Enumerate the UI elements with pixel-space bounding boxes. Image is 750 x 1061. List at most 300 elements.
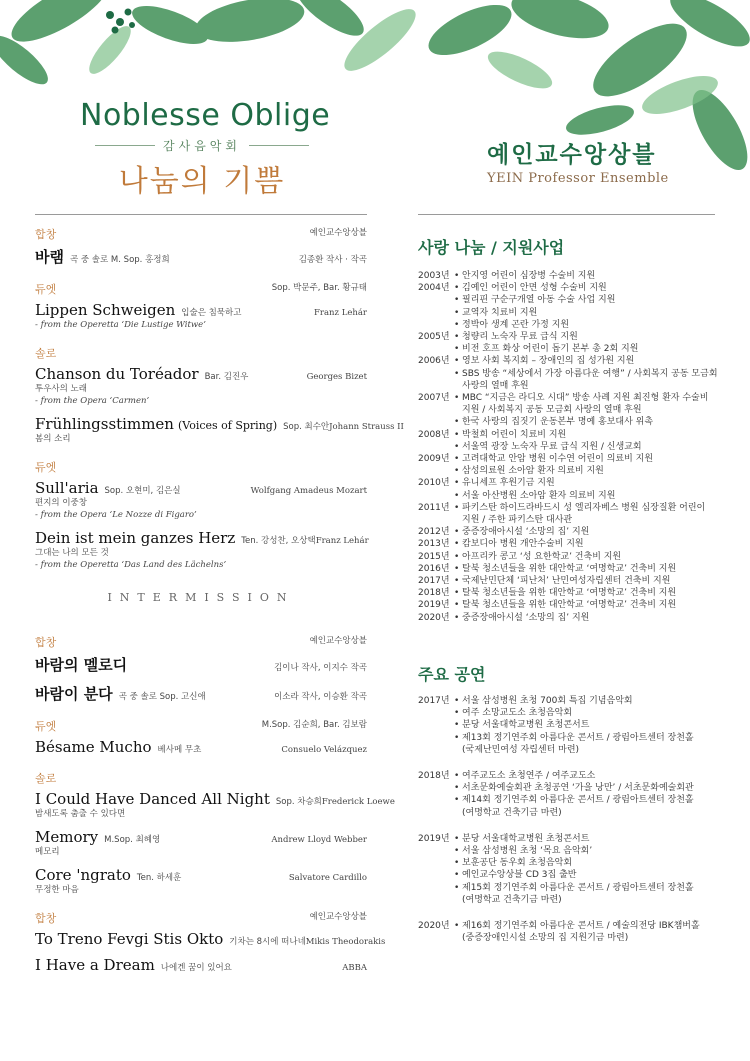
bullet-icon: • bbox=[454, 429, 460, 440]
piece-title: Memory bbox=[35, 828, 99, 846]
title-rule-right bbox=[249, 145, 309, 146]
history-text: 예인교수앙상블 CD 3집 출반 bbox=[462, 870, 577, 881]
program-item-row bbox=[35, 654, 367, 675]
performance-group bbox=[418, 833, 718, 906]
bullet-icon: • bbox=[454, 344, 460, 355]
title-rule-left bbox=[95, 145, 155, 146]
program-item bbox=[35, 246, 367, 267]
history-row bbox=[418, 282, 718, 294]
bullet-icon: • bbox=[454, 441, 460, 452]
program-item bbox=[35, 365, 367, 407]
program-section bbox=[35, 718, 367, 756]
program-item bbox=[35, 790, 395, 820]
history-text: 유니세프 후원기금 지원 bbox=[462, 478, 555, 489]
section-performers: 예인교수앙상블 bbox=[309, 228, 367, 238]
divider-left bbox=[35, 214, 367, 215]
bullet-icon bbox=[454, 404, 462, 416]
history-year: 2020년 bbox=[418, 920, 450, 931]
history-text: 박철희 어린이 치료비 지원 bbox=[462, 429, 567, 440]
bullet-icon: • bbox=[454, 600, 460, 611]
history-row bbox=[418, 833, 718, 845]
bullet-icon: • bbox=[454, 770, 460, 781]
history-year: 2013년 bbox=[418, 539, 450, 550]
piece-source: - from the Operetta ‘Die Lustige Witwe’ bbox=[35, 320, 206, 330]
history-row bbox=[418, 882, 718, 894]
history-text: 서울 아산병원 소아암 환자 의료비 지원 bbox=[462, 490, 616, 501]
history-text: 사랑의 열매 후원 bbox=[462, 380, 529, 391]
performance-group bbox=[418, 695, 718, 756]
bullet-icon: • bbox=[454, 920, 460, 931]
history-year bbox=[418, 404, 454, 416]
bullet-icon: • bbox=[454, 833, 460, 844]
history-row bbox=[418, 477, 718, 489]
bullet-icon: • bbox=[454, 845, 460, 856]
program-item-row bbox=[35, 301, 367, 319]
section-label: 듀엣 bbox=[35, 283, 57, 296]
program-item bbox=[35, 415, 404, 445]
piece-title: Bésame Mucho bbox=[35, 738, 152, 756]
performances-list bbox=[418, 695, 718, 944]
program-section bbox=[35, 281, 367, 331]
history-row bbox=[418, 551, 718, 563]
section-performers: Sop. 박문주, Bar. 황규태 bbox=[271, 283, 367, 293]
bullet-icon: • bbox=[454, 783, 460, 794]
piece-performer: Sop. 최수안 bbox=[283, 422, 330, 432]
bullet-icon: • bbox=[454, 490, 460, 501]
piece-composer: Johann Strauss II bbox=[329, 422, 404, 432]
intermission-label: INTERMISSION bbox=[107, 591, 295, 604]
program-item-row bbox=[35, 683, 367, 704]
performances-heading: 주요 공연 bbox=[418, 664, 486, 684]
program-section bbox=[35, 226, 367, 267]
history-row bbox=[418, 782, 718, 794]
history-text: (중증장애인시설 소망의 집 지원기금 마련) bbox=[462, 933, 629, 944]
event-subtitle-text: 감사음악회 bbox=[163, 139, 241, 153]
history-row bbox=[418, 894, 718, 906]
history-text: 캄보디아 병원 개안수술비 지원 bbox=[462, 539, 584, 550]
history-year: 2019년 bbox=[418, 600, 450, 611]
history-text: (국제난민여성 자립센터 마련) bbox=[462, 744, 580, 755]
history-year bbox=[418, 319, 454, 331]
history-text: 서울 삼성병원 초청 ‘목요 음악회’ bbox=[462, 845, 593, 856]
ensemble-name-ko: 예인교수앙상블 bbox=[487, 142, 657, 168]
piece-title: Core 'ngrato bbox=[35, 866, 131, 884]
section-label: 듀엣 bbox=[35, 720, 57, 733]
history-year bbox=[418, 416, 454, 428]
history-year bbox=[418, 719, 454, 731]
history-text: (여명학교 건축기금 마련) bbox=[462, 807, 562, 818]
history-text: 여주교도소 초청연주 / 여주교도소 bbox=[462, 770, 596, 781]
history-year: 2017년 bbox=[418, 576, 450, 587]
history-text: 서울 삼성병원 초청 700회 특집 기념음악회 bbox=[462, 695, 633, 706]
piece-composer: Mikis Theodorakis bbox=[305, 937, 386, 947]
program-item-row bbox=[35, 790, 395, 808]
program-item-row bbox=[35, 828, 367, 846]
history-row bbox=[418, 807, 718, 819]
bullet-icon: • bbox=[454, 588, 460, 599]
piece-performer: 곡 중 솔로 M. Sop. 홍정희 bbox=[69, 255, 170, 265]
history-text: 중증장애아시설 ‘소망의 집’ 지원 bbox=[462, 612, 590, 623]
bullet-icon: • bbox=[454, 708, 460, 719]
piece-title: Lippen Schweigen bbox=[35, 301, 176, 319]
program-item bbox=[35, 529, 367, 571]
section-performers: 예인교수앙상블 bbox=[309, 636, 367, 646]
program-item-row bbox=[35, 415, 404, 433]
history-row bbox=[418, 744, 718, 756]
history-row bbox=[418, 845, 718, 857]
history-row bbox=[418, 404, 718, 416]
history-text: 정박아 생계 곤란 가정 지원 bbox=[462, 319, 570, 330]
history-text: SBS 방송 “세상에서 가장 아름다운 여행” / 사회복지 공동 모금회 bbox=[462, 368, 718, 379]
history-text: (여명학교 건축기금 마련) bbox=[462, 894, 562, 905]
history-row bbox=[418, 465, 718, 477]
piece-performer: M.Sop. 최혜영 bbox=[104, 835, 161, 845]
bullet-icon bbox=[454, 807, 462, 819]
piece-title: I Could Have Danced All Night bbox=[35, 790, 270, 808]
piece-performer: 곡 중 솔로 Sop. 고신애 bbox=[118, 692, 206, 702]
performance-group bbox=[418, 920, 718, 944]
history-row bbox=[418, 355, 718, 367]
bullet-icon: • bbox=[454, 563, 460, 574]
history-text: 제14회 정기연주회 아름다운 콘서트 / 광림아트센터 장천홀 bbox=[462, 795, 694, 806]
piece-composer: 김종환 작사 · 작곡 bbox=[298, 255, 367, 265]
history-year bbox=[418, 490, 454, 502]
history-year bbox=[418, 845, 454, 857]
history-year bbox=[418, 514, 454, 526]
section-label: 솔로 bbox=[35, 347, 57, 360]
program-item bbox=[35, 738, 367, 756]
program-item bbox=[35, 930, 386, 948]
history-text: 영보 사회 복지회 – 장애인의 집 성가원 지원 bbox=[462, 356, 635, 367]
history-year: 2007년 bbox=[418, 393, 450, 404]
support-list bbox=[418, 270, 718, 624]
bullet-icon bbox=[454, 380, 462, 392]
history-row bbox=[418, 587, 718, 599]
program-item bbox=[35, 956, 367, 974]
history-row bbox=[418, 932, 718, 944]
program-item bbox=[35, 828, 367, 858]
piece-title: Sull'aria bbox=[35, 479, 99, 497]
history-text: 청량리 노숙자 무료 급식 지원 bbox=[462, 332, 578, 343]
history-year bbox=[418, 380, 454, 392]
piece-source: - from the Operetta ‘Das Land des Lächelns’ bbox=[35, 560, 227, 570]
program-item bbox=[35, 866, 367, 896]
piece-performer: 나에겐 꿈이 있어요 bbox=[160, 963, 232, 973]
history-text: 탈북 청소년들을 위한 대안학교 ‘여명학교’ 건축비 지원 bbox=[462, 588, 677, 599]
history-text: 교역자 치료비 지원 bbox=[462, 307, 538, 318]
history-text: 중증장애아시설 ‘소망의 집’ 지원 bbox=[462, 527, 590, 538]
program-section bbox=[35, 770, 395, 896]
history-text: 파키스탄 하이드라바드시 성 엘리자베스 병원 심장질환 어린이 bbox=[462, 502, 706, 513]
history-year bbox=[418, 857, 454, 869]
bullet-icon bbox=[454, 744, 462, 756]
section-label: 듀엣 bbox=[35, 461, 57, 474]
history-text: 고려대학교 안암 병원 이수연 어린이 의료비 지원 bbox=[462, 454, 654, 465]
history-year: 2012년 bbox=[418, 527, 450, 538]
piece-subtitle: 편지의 이중창 bbox=[35, 498, 87, 508]
event-subtitle bbox=[80, 137, 324, 154]
bullet-icon: • bbox=[454, 795, 460, 806]
history-row bbox=[418, 920, 718, 932]
history-row bbox=[418, 526, 718, 538]
history-year: 2016년 bbox=[418, 563, 450, 574]
history-year bbox=[418, 882, 454, 894]
program-item-row bbox=[35, 479, 367, 497]
history-text: 보훈공단 동우회 초청음악회 bbox=[462, 858, 573, 869]
piece-title: 바람이 분다 bbox=[35, 685, 113, 703]
history-year: 2011년 bbox=[418, 502, 450, 513]
section-performers: 예인교수앙상블 bbox=[309, 912, 367, 922]
program-item bbox=[35, 683, 367, 704]
bullet-icon: • bbox=[454, 551, 460, 562]
program-item bbox=[35, 654, 367, 675]
history-year bbox=[418, 368, 454, 380]
history-text: 지원 / 주한 파키스탄 대사관 bbox=[462, 515, 573, 526]
piece-subtitle: 밤새도록 춤출 수 있다면 bbox=[35, 809, 126, 819]
history-year: 2018년 bbox=[418, 588, 450, 599]
history-text: 분당 서울대학교병원 초청콘서트 bbox=[462, 720, 590, 731]
history-text: 필리핀 구순구개열 아동 수술 사업 지원 bbox=[462, 295, 616, 306]
history-text: 분당 서울대학교병원 초청콘서트 bbox=[462, 833, 590, 844]
piece-composer: ABBA bbox=[342, 963, 367, 973]
history-row bbox=[418, 770, 718, 782]
bullet-icon: • bbox=[454, 283, 460, 294]
program-item bbox=[35, 301, 367, 331]
piece-performer: Bar. 김진우 bbox=[204, 372, 249, 382]
program-section bbox=[35, 459, 367, 571]
bullet-icon bbox=[454, 932, 462, 944]
program-section bbox=[35, 910, 386, 974]
history-text: MBC “지금은 라디오 시대” 방송 사례 지원 최진형 환자 수술비 bbox=[462, 393, 709, 404]
history-row bbox=[418, 380, 718, 392]
piece-composer: Franz Lehár bbox=[314, 308, 367, 318]
history-text: 한국 사랑의 집짓기 운동본부 명예 홍보대사 위촉 bbox=[462, 417, 654, 428]
history-row bbox=[418, 707, 718, 719]
history-row bbox=[418, 502, 718, 514]
support-heading: 사랑 나눔 / 지원사업 bbox=[418, 238, 565, 257]
history-year bbox=[418, 294, 454, 306]
history-row bbox=[418, 575, 718, 587]
bullet-icon: • bbox=[454, 732, 460, 743]
history-text: 국제난민단체 ‘피난처’ 난민여성자립센터 건축비 지원 bbox=[462, 576, 671, 587]
event-title-ko: 나눔의 기쁨 bbox=[118, 164, 286, 199]
section-label: 솔로 bbox=[35, 772, 57, 785]
history-year bbox=[418, 782, 454, 794]
piece-composer: Frederick Loewe bbox=[321, 797, 395, 807]
history-row bbox=[418, 612, 718, 624]
bullet-icon: • bbox=[454, 466, 460, 477]
piece-composer: Franz Lehár bbox=[315, 536, 369, 546]
program-column bbox=[35, 226, 404, 974]
bullet-icon: • bbox=[454, 870, 460, 881]
bullet-icon bbox=[454, 894, 462, 906]
program-item-row bbox=[35, 246, 367, 267]
history-year bbox=[418, 441, 454, 453]
history-row bbox=[418, 794, 718, 806]
history-text: 비전 호프 화상 어린이 돕기 본부 총 2회 지원 bbox=[462, 344, 639, 355]
program-item-row bbox=[35, 365, 367, 383]
history-year: 2008년 bbox=[418, 429, 450, 440]
history-row bbox=[418, 319, 718, 331]
piece-subtitle: 봄의 소리 bbox=[35, 434, 71, 444]
history-text: 여주 소망교도소 초청음악회 bbox=[462, 708, 573, 719]
ensemble-name-en: YEIN Professor Ensemble bbox=[487, 171, 669, 186]
bullet-icon: • bbox=[454, 356, 460, 367]
history-row bbox=[418, 695, 718, 707]
program-section bbox=[35, 345, 404, 445]
piece-composer: 김이나 작사, 이지수 작곡 bbox=[274, 663, 367, 673]
piece-performer: Ten. 하세훈 bbox=[136, 873, 182, 883]
ensemble-block bbox=[487, 136, 669, 186]
history-year bbox=[418, 744, 454, 756]
history-year: 2015년 bbox=[418, 551, 450, 562]
section-label: 합창 bbox=[35, 636, 57, 649]
history-row bbox=[418, 869, 718, 881]
history-text: 서울역 광장 노숙자 무료 급식 지원 / 신생교회 bbox=[462, 441, 642, 452]
history-row bbox=[418, 307, 718, 319]
piece-performer: 기차는 8시에 떠나네 bbox=[229, 937, 306, 947]
history-year bbox=[418, 343, 454, 355]
history-text: 제15회 정기연주회 아름다운 콘서트 / 광림아트센터 장천홀 bbox=[462, 882, 694, 893]
history-row bbox=[418, 719, 718, 731]
history-row bbox=[418, 270, 718, 282]
piece-subtitle: 그대는 나의 모든 것 bbox=[35, 548, 109, 558]
piece-title: I Have a Dream bbox=[35, 956, 155, 974]
bullet-icon: • bbox=[454, 307, 460, 318]
section-label: 합창 bbox=[35, 912, 57, 925]
history-text: 김예인 어린이 안면 성형 수술비 지원 bbox=[462, 283, 607, 294]
history-row bbox=[418, 599, 718, 611]
history-row bbox=[418, 392, 718, 404]
bullet-icon: • bbox=[454, 454, 460, 465]
history-row bbox=[418, 514, 718, 526]
piece-composer: Wolfgang Amadeus Mozart bbox=[250, 486, 367, 496]
program-part-2 bbox=[35, 634, 395, 974]
history-row bbox=[418, 441, 718, 453]
history-year bbox=[418, 732, 454, 744]
bullet-icon: • bbox=[454, 393, 460, 404]
divider-right bbox=[418, 214, 715, 215]
history-year: 2009년 bbox=[418, 454, 450, 465]
history-text: 제16회 정기연주회 아름다운 콘서트 / 예술의전당 IBK챔버홀 bbox=[462, 920, 700, 931]
piece-performer: Ten. 강성찬, 오상택 bbox=[241, 536, 316, 546]
history-year bbox=[418, 794, 454, 806]
bullet-icon: • bbox=[454, 295, 460, 306]
piece-subtitle: 투우사의 노래 bbox=[35, 384, 87, 394]
program-item-row bbox=[35, 738, 367, 756]
history-year bbox=[418, 307, 454, 319]
piece-performer: 베사메 무초 bbox=[157, 745, 202, 755]
history-year: 2020년 bbox=[418, 612, 450, 623]
history-year: 2004년 bbox=[418, 283, 450, 294]
piece-composer: Consuelo Velázquez bbox=[281, 745, 367, 755]
history-row bbox=[418, 343, 718, 355]
piece-title: Chanson du Toréador bbox=[35, 365, 199, 383]
bullet-icon: • bbox=[454, 527, 460, 538]
piece-performer: 입술은 침묵하고 bbox=[181, 308, 242, 318]
history-row bbox=[418, 732, 718, 744]
history-year bbox=[418, 465, 454, 477]
program-item bbox=[35, 479, 367, 521]
history-year bbox=[418, 932, 454, 944]
bullet-icon: • bbox=[454, 417, 460, 428]
piece-title: To Treno Fevgi Stis Okto bbox=[35, 930, 224, 948]
section-performers: M.Sop. 김순희, Bar. 김보람 bbox=[261, 720, 367, 730]
history-row bbox=[418, 368, 718, 380]
bullet-icon: • bbox=[454, 882, 460, 893]
history-year: 2018년 bbox=[418, 770, 450, 781]
piece-title: Dein ist mein ganzes Herz bbox=[35, 529, 236, 547]
history-row bbox=[418, 563, 718, 575]
bullet-icon bbox=[454, 514, 462, 526]
piece-subtitle: 메모리 bbox=[35, 847, 60, 857]
history-text: 서초문화예술회관 초청공연 ‘가을 낭만’ / 서초문화예술회관 bbox=[462, 783, 694, 794]
bullet-icon: • bbox=[454, 319, 460, 330]
history-year bbox=[418, 807, 454, 819]
program-section bbox=[35, 634, 367, 704]
piece-composer: Andrew Lloyd Webber bbox=[271, 835, 367, 845]
history-text: 탈북 청소년들을 위한 대안학교 ‘여명학교’ 건축비 지원 bbox=[462, 600, 677, 611]
bullet-icon: • bbox=[454, 612, 460, 623]
history-row bbox=[418, 490, 718, 502]
history-text: 제13회 정기연주회 아름다운 콘서트 / 광림아트센터 장천홀 bbox=[462, 732, 694, 743]
program-item-row bbox=[35, 956, 367, 974]
program-item-row bbox=[35, 930, 386, 948]
piece-composer: 이소라 작사, 이승환 작곡 bbox=[274, 692, 367, 702]
history-year bbox=[418, 894, 454, 906]
history-text: 삼성의료원 소아암 환자 의료비 지원 bbox=[462, 466, 604, 477]
bullet-icon: • bbox=[454, 695, 460, 706]
history-text: 탈북 청소년들을 위한 대안학교 ‘여명학교’ 건축비 지원 bbox=[462, 563, 677, 574]
piece-source: - from the Opera ‘Carmen’ bbox=[35, 396, 150, 406]
history-year bbox=[418, 707, 454, 719]
program-item-row bbox=[35, 866, 367, 884]
program-part-1 bbox=[35, 226, 404, 571]
history-text: 지원 / 사회복지 공동 모금회 사랑의 열매 후원 bbox=[462, 405, 642, 416]
history-row bbox=[418, 429, 718, 441]
history-year: 2019년 bbox=[418, 833, 450, 844]
history-year: 2017년 bbox=[418, 695, 450, 706]
history-year: 2003년 bbox=[418, 271, 450, 281]
history-row bbox=[418, 538, 718, 550]
piece-title: 바람의 멜로디 bbox=[35, 656, 128, 674]
info-column bbox=[418, 235, 718, 944]
history-row bbox=[418, 416, 718, 428]
history-row bbox=[418, 453, 718, 465]
piece-composer: Salvatore Cardillo bbox=[288, 873, 367, 883]
bullet-icon: • bbox=[454, 478, 460, 489]
piece-title: Frühlingsstimmen bbox=[35, 415, 174, 433]
piece-source: - from the Opera ‘Le Nozze di Figaro’ bbox=[35, 510, 197, 520]
history-year: 2010년 bbox=[418, 478, 450, 489]
piece-title: 바램 bbox=[35, 248, 64, 266]
event-title-block bbox=[80, 98, 331, 200]
piece-subtitle: 무정한 마음 bbox=[35, 885, 79, 895]
bullet-icon: • bbox=[454, 368, 460, 379]
bullet-icon: • bbox=[454, 858, 460, 869]
history-year bbox=[418, 869, 454, 881]
history-text: 아프리카 콩고 ‘성 요한학교’ 건축비 지원 bbox=[462, 551, 622, 562]
history-row bbox=[418, 331, 718, 343]
history-year: 2006년 bbox=[418, 356, 450, 367]
event-title-en: Noblesse Oblige bbox=[80, 98, 331, 133]
bullet-icon: • bbox=[454, 539, 460, 550]
bullet-icon: • bbox=[454, 720, 460, 731]
bullet-icon: • bbox=[454, 576, 460, 587]
bullet-icon: • bbox=[454, 271, 460, 281]
history-text: 안지영 어린이 심장병 수술비 지원 bbox=[462, 271, 596, 281]
history-row bbox=[418, 857, 718, 869]
